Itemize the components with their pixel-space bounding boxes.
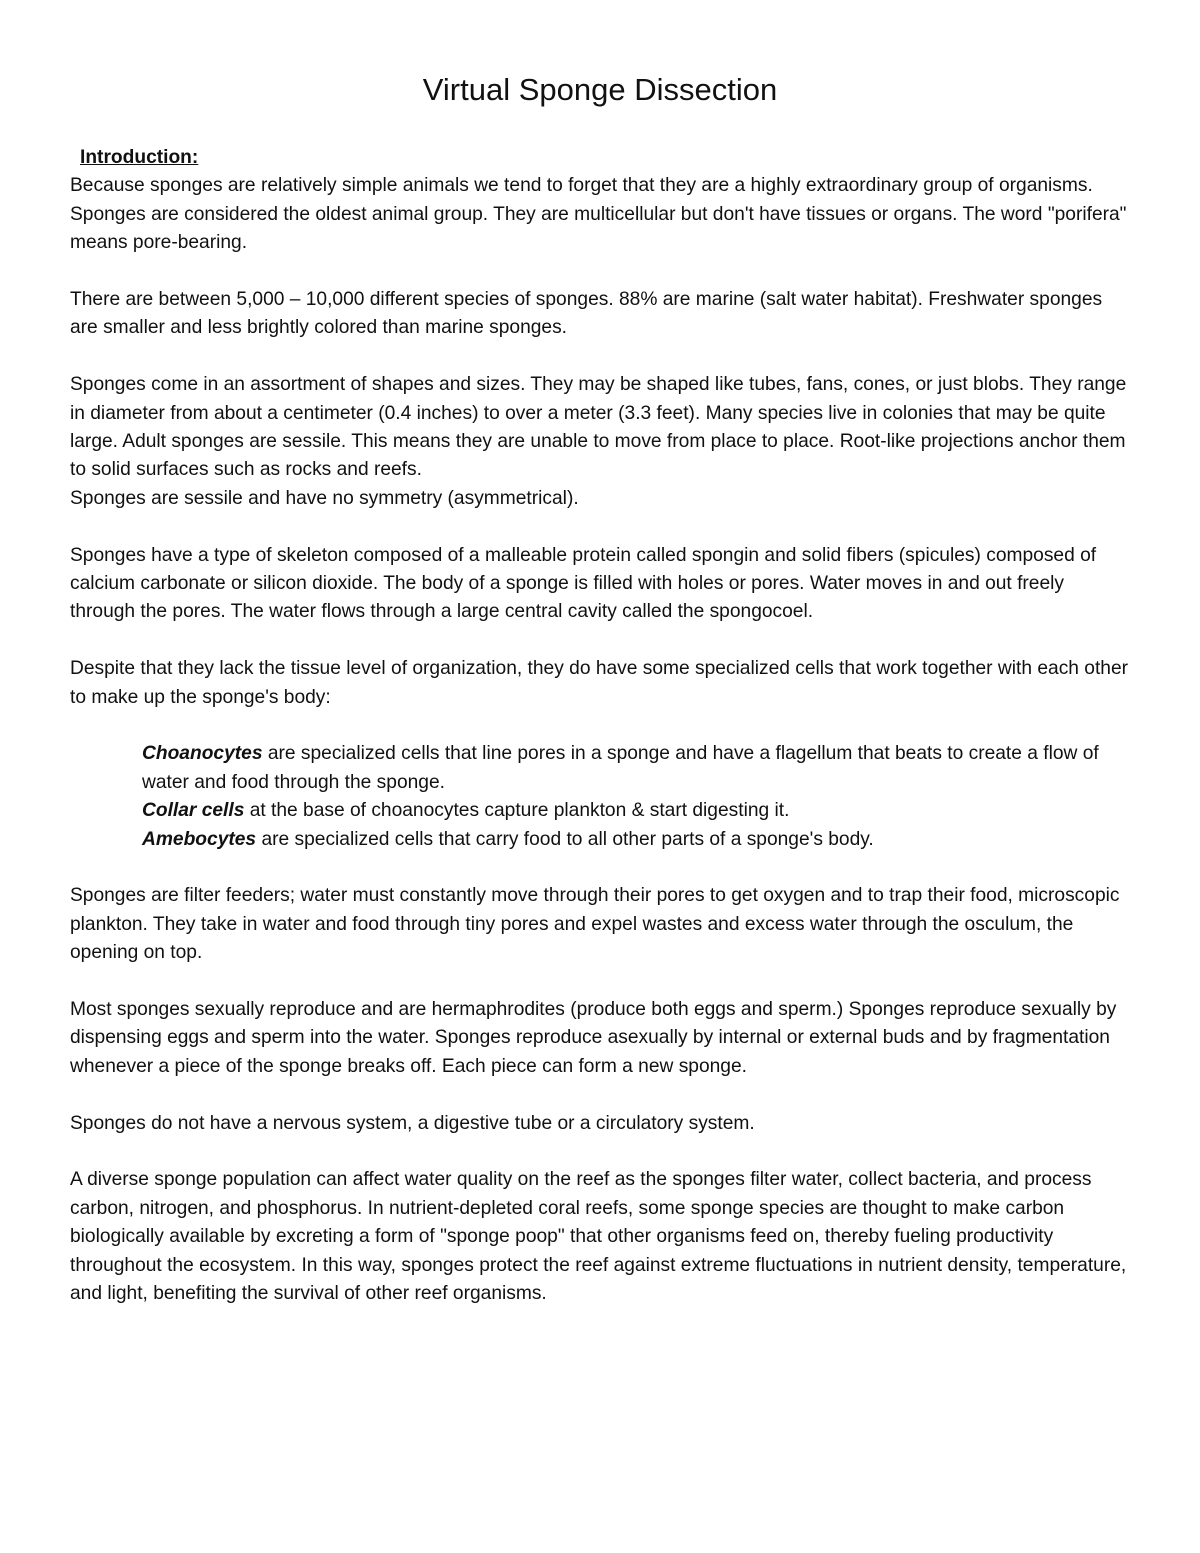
cell-description: are specialized cells that carry food to all other parts of a sponge's body. (256, 828, 874, 850)
paragraph-reproduction: Most sponges sexually reproduce and are hermaphrodites (produce both eggs and sperm.) Sponges reproduce sexually by dispensing eggs and sperm into the water. Sponges reproduce asexually by internal or external buds and by fragmentation whenever a piece of the sponge breaks off. Each piece can form a new sponge. (70, 999, 1117, 1077)
cell-description: at the base of choanocytes capture plankton & start digesting it. (244, 800, 790, 822)
list-item (142, 797, 1130, 825)
cell-term-choanocytes: Choanocytes (142, 743, 263, 765)
paragraph-specialized-cells-intro: Despite that they lack the tissue level of organization, they do have some specialized cells that work together with each other to make up the sponge's body: (70, 658, 1129, 708)
paragraph-reef-impact: A diverse sponge population can affect water quality on the reef as the sponges filter water, collect bacteria, and process carbon, nitrogen, and phosphorus. In nutrient-depleted coral reefs, some sponge species are thought to make carbon biologically available by excreting a form of "sponge poop" that other organisms feed on, thereby fueling productivity throughout the ecosystem. In this way, sponges protect the reef against extreme fluctuations in nutrient density, temperature, and light, benefiting the survival of other reef organisms. (70, 1169, 1127, 1305)
paragraph-shapes-sizes: Sponges come in an assortment of shapes and sizes. They may be shaped like tubes, fans, cones, or just blobs. They range in diameter from about a centimeter (0.4 inches) to over a meter (3.3 feet). Many species live in colonies that may be quite large. Adult sponges are sessile. This means they are unable to move from place to place. Root-like projections anchor them to solid surfaces such as rocks and reefs. (70, 374, 1127, 481)
list-item (142, 740, 1130, 797)
cell-term-amebocytes: Amebocytes (142, 828, 257, 850)
specialized-cells-list (142, 740, 1130, 854)
paragraph-symmetry: Sponges are sessile and have no symmetry (asymmetrical). (70, 487, 579, 509)
cell-description: are specialized cells that line pores in a sponge and have a flagellum that beats to create a flow of water and food through the sponge. (142, 743, 1099, 793)
document-title: Virtual Sponge Dissection (422, 72, 778, 107)
cell-term-collar-cells: Collar cells (142, 800, 245, 822)
paragraph-filter-feeders: Sponges are filter feeders; water must constantly move through their pores to get oxygen and to trap their food, microscopic plankton. They take in water and food through tiny pores and expel wastes and excess water through the osculum, the opening on top. (70, 885, 1120, 964)
list-item (142, 826, 1130, 854)
paragraph-overview: Because sponges are relatively simple animals we tend to forget that they are a highly extraordinary group of organisms. Sponges are considered the oldest animal group. They are multicellular but don't have tissues or organs. The word "porifera" means pore-bearing. (70, 175, 1127, 254)
document-body (70, 144, 1130, 1337)
paragraph-skeleton: Sponges have a type of skeleton composed of a malleable protein called spongin and solid fibers (spicules) composed of calcium carbonate or silicon dioxide. The body of a sponge is filled with holes or pores. Water moves in and out freely through the pores. The water flows through a large central cavity called the spongocoel. (70, 544, 1097, 623)
introduction-heading: Introduction: (80, 147, 199, 168)
paragraph-systems: Sponges do not have a nervous system, a digestive tube or a circulatory system. (70, 1112, 755, 1134)
paragraph-species-count: There are between 5,000 – 10,000 different species of sponges. 88% are marine (salt water habitat). Freshwater sponges are smaller and less brightly colored than marine sponges. (70, 289, 1103, 339)
